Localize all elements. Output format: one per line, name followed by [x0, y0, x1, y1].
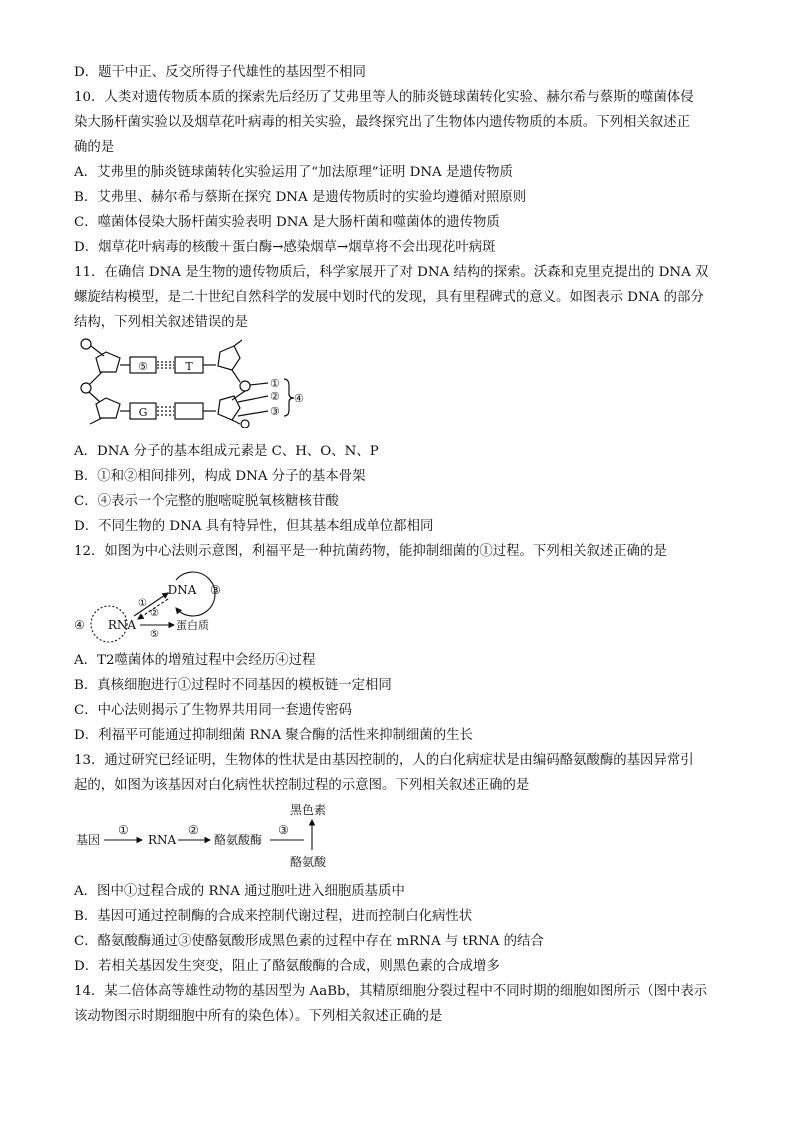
- text-line-1: D．题干中正、反交所得子代雄性的基因型不相同: [74, 65, 366, 80]
- text-line-5: A．艾弗里的肺炎链球菌转化实验运用了“加法原理”证明 DNA 是遗传物质: [74, 165, 513, 180]
- label-c1: ①: [138, 598, 147, 609]
- text-line-4: 确的是: [74, 140, 115, 155]
- text-line-19: C．中心法则揭示了生物界共用同一套遗传密码: [74, 703, 353, 718]
- label-rna: RNA: [107, 618, 137, 632]
- text-line-25: C．酪氨酸酶通过③使酪氨酸形成黑色素的过程中存在 mRNA 与 tRNA 的结合: [74, 934, 544, 949]
- text-line-6: B．艾弗里、赫尔希与蔡斯在探究 DNA 是遗传物质时的实验均遵循对照原则: [74, 190, 527, 205]
- label-gene: 基因: [76, 833, 101, 847]
- label-dna: DNA: [167, 583, 197, 597]
- dna-structure-figure: [70, 336, 310, 428]
- label-c3: ③: [210, 583, 221, 597]
- text-line-7: C．噬菌体侵染大肠杆菌实验表明 DNA 是大肠杆菌和噬菌体的遗传物质: [74, 215, 500, 230]
- label-g2: ②: [188, 823, 199, 837]
- label-t: T: [185, 360, 193, 373]
- label-c5: ⑤: [150, 629, 159, 640]
- text-line-9: 11．在确信 DNA 是生物的遗传物质后，科学家展开了对 DNA 结构的探索。沃森和克里克提出的 DNA 双: [74, 265, 709, 280]
- text-line-15: D．不同生物的 DNA 具有特异性，但其基本组成单位都相同: [74, 519, 434, 534]
- text-line-12: A．DNA 分子的基本组成元素是 C、H、O、N、P: [74, 444, 379, 459]
- label-1: ①: [270, 377, 280, 390]
- text-line-11: 结构，下列相关叙述错误的是: [74, 315, 249, 330]
- gene-control-figure: [72, 800, 352, 870]
- text-line-8: D．烟草花叶病毒的核酸＋蛋白酶→感染烟草→烟草将不会出现花叶病斑: [74, 240, 496, 255]
- label-c4: ④: [74, 618, 85, 632]
- text-line-26: D．若相关基因发生突变，阻止了酪氨酸酶的合成，则黑色素的合成增多: [74, 959, 500, 974]
- text-line-23: A．图中①过程合成的 RNA 通过胞吐进入细胞质基质中: [74, 884, 405, 899]
- text-line-14: C．④表示一个完整的胞嘧啶脱氧核糖核苷酸: [74, 494, 339, 509]
- label-protein: 蛋白质: [176, 619, 209, 632]
- text-line-2: 10．人类对遗传物质本质的探索先后经历了艾弗里等人的肺炎链球菌转化实验、赫尔希与蔡斯的噬菌体侵: [74, 90, 694, 105]
- label-g1: ①: [118, 823, 129, 837]
- label-tyrosine: 酪氨酸: [290, 855, 327, 869]
- text-line-20: D．利福平可能通过抑制细菌 RNA 聚合酶的活性来抑制细菌的生长: [74, 728, 473, 743]
- label-g3: ③: [278, 823, 289, 837]
- text-line-28: 该动物图示时期细胞中所有的染色体）。下列相关叙述正确的是: [74, 1009, 443, 1024]
- label-3: ③: [270, 405, 280, 418]
- text-line-27: 14．某二倍体高等雄性动物的基因型为 AaBb，其精原细胞分裂过程中不同时期的细胞如图所示（图中表示: [74, 984, 708, 999]
- central-dogma-figure: [72, 566, 242, 646]
- text-line-17: A．T2噬菌体的增殖过程中会经历④过程: [74, 653, 316, 668]
- label-4: ④: [294, 392, 304, 405]
- text-line-10: 螺旋结构模型，是二十世纪自然科学的发展中划时代的发现，具有里程碑式的意义。如图表示 DNA 的部分: [74, 290, 704, 305]
- text-line-24: B．基因可通过控制酶的合成来控制代谢过程，进而控制白化病性状: [74, 909, 473, 924]
- text-line-22: 起的，如图为该基因对白化病性状控制过程的示意图。下列相关叙述正确的是: [74, 778, 530, 793]
- label-g-rna: RNA: [148, 833, 177, 847]
- label-g: G: [138, 406, 148, 419]
- text-line-18: B．真核细胞进行①过程时不同基因的模板链一定相同: [74, 678, 392, 693]
- label-melanin: 黑色素: [290, 803, 327, 817]
- text-line-13: B．①和②相间排列，构成 DNA 分子的基本骨架: [74, 469, 366, 484]
- label-c2: ②: [150, 608, 159, 619]
- text-line-21: 13．通过研究已经证明，生物体的性状是由基因控制的，人的白化病症状是由编码酪氨酸酶的基因异常引: [74, 753, 694, 768]
- label-enzyme: 酪氨酸酶: [214, 833, 263, 847]
- label-5: ⑤: [138, 360, 148, 373]
- text-line-16: 12．如图为中心法则示意图，利福平是一种抗菌药物，能抑制细菌的①过程。下列相关叙述正确的是: [74, 544, 667, 559]
- label-2: ②: [270, 390, 280, 403]
- text-line-3: 染大肠杆菌实验以及烟草花叶病毒的相关实验，最终探究出了生物体内遗传物质的本质。下列相关叙述正: [74, 115, 690, 130]
